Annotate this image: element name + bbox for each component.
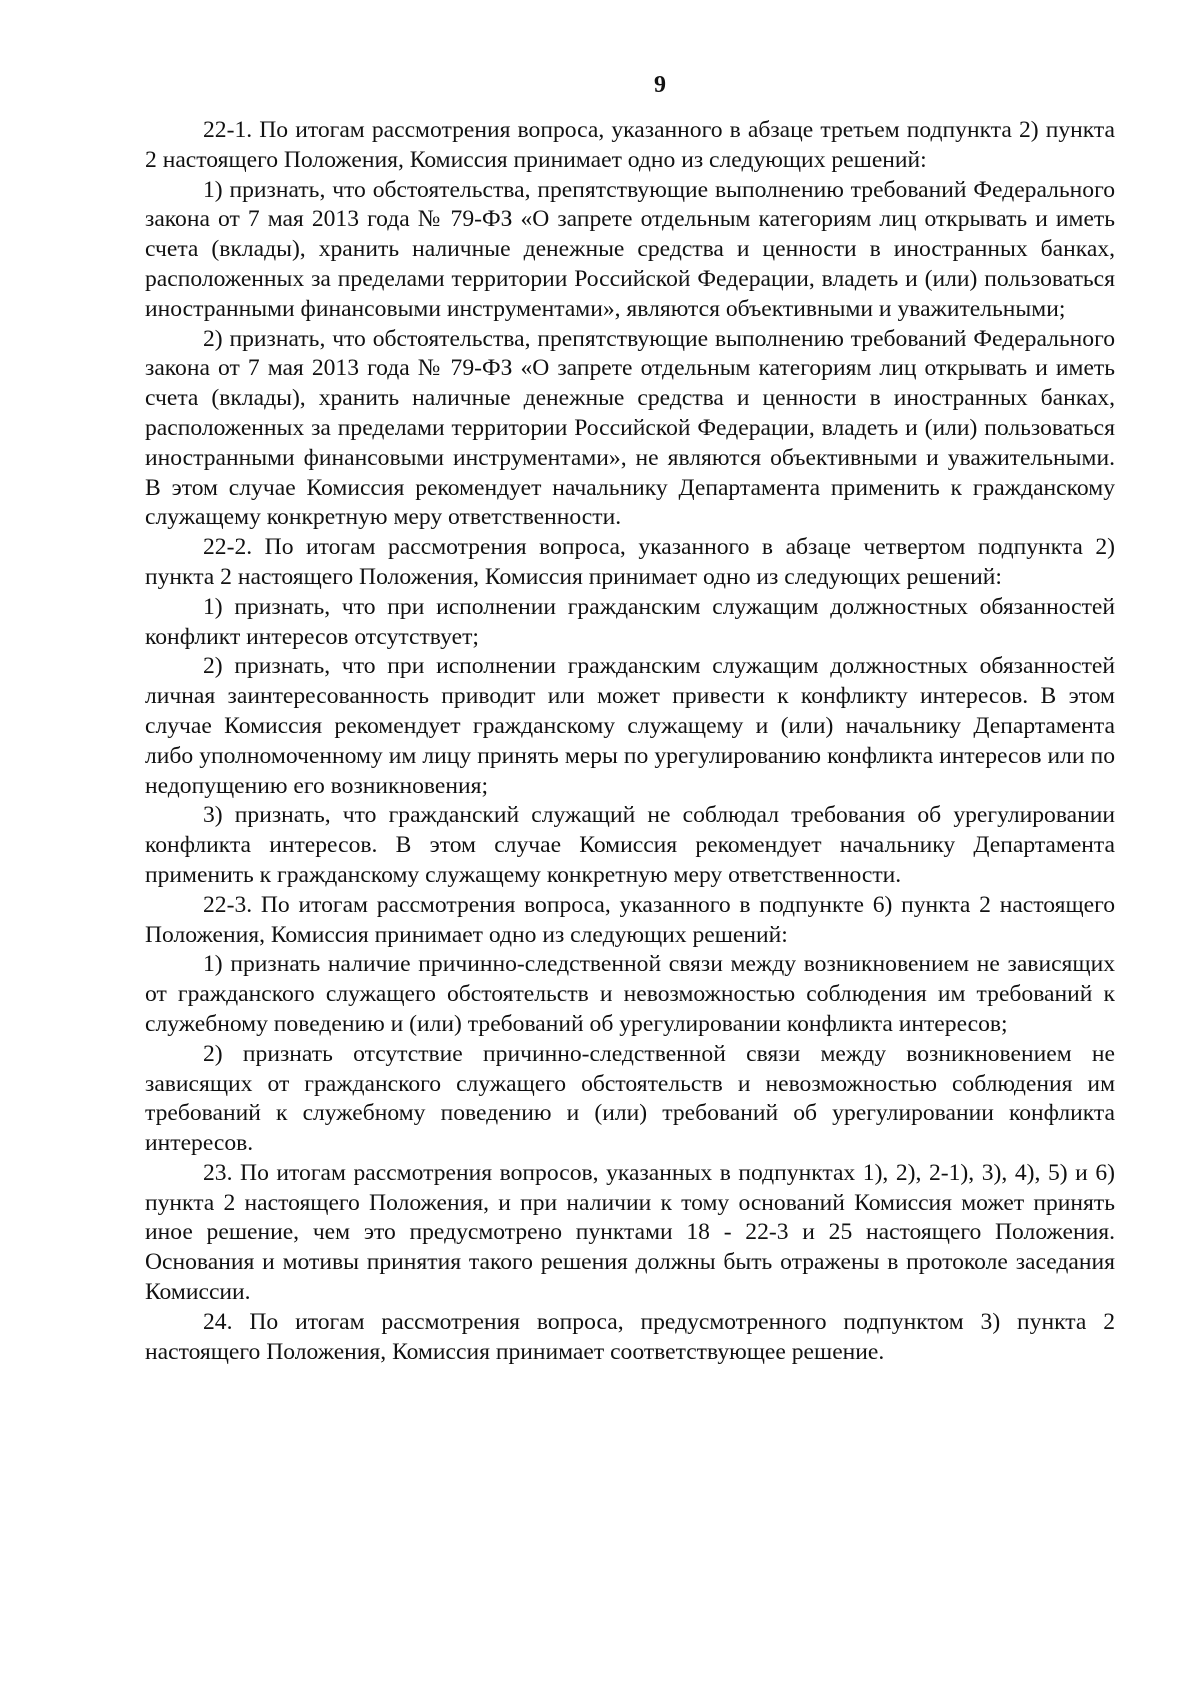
paragraph-22-3-item-2: 2) признать отсутствие причинно-следственной связи между возникновением не зависящих от гражданского служащего обстоятельств и невозможностью соблюдения им требований к служебному поведению и (или) требований об урегулировании конфликта интересов. [145, 1040, 1115, 1157]
paragraph-22-1: 22-1. По итогам рассмотрения вопроса, указанного в абзаце третьем подпункта 2) пункта 2 настоящего Положения, Комиссия принимает одно из следующих решений: [145, 117, 1115, 173]
paragraph-22-3: 22-3. По итогам рассмотрения вопроса, указанного в подпункте 6) пункта 2 настоящего Положения, Комиссия принимает одно из следующих решений: [145, 891, 1115, 948]
paragraph-24: 24. По итогам рассмотрения вопроса, предусмотренного подпунктом 3) пункта 2 настоящего Положения, Комиссия принимает соответствующее решение. [145, 1308, 1115, 1365]
paragraph-22-2-item-1: 1) признать, что при исполнении гражданским служащим должностных обязанностей конфликт интересов отсутствует; [145, 593, 1115, 650]
paragraph-23: 23. По итогам рассмотрения вопросов, указанных в подпунктах 1), 2), 2-1), 3), 4), 5) и 6) пункта 2 настоящего Положения, и при наличии к тому оснований Комиссия может принять иное решение, чем это предусмотрено пунктами 18 - 22-3 и 25 настоящего Положения. Основания и мотивы принятия такого решения должны быть отражены в протоколе заседания Комиссии. [145, 1159, 1115, 1306]
document-page [145, 70, 1115, 1367]
paragraph-22-3-item-1: 1) признать наличие причинно-следственной связи между возникновением не зависящих от гражданского служащего обстоятельств и невозможностью соблюдения им требований к служебному поведению и (или) требований об урегулировании конфликта интересов; [145, 951, 1115, 1037]
paragraph-22-2-item-3: 3) признать, что гражданский служащий не соблюдал требования об урегулировании конфликта интересов. В этом случае Комиссия рекомендует начальнику Департамента применить к гражданскому служащему конкретную меру ответственности. [145, 802, 1115, 888]
paragraph-22-1-item-2: 2) признать, что обстоятельства, препятствующие выполнению требований Федерального закона от 7 мая 2013 года № 79-ФЗ «О запрете отдельным категориям лиц открывать и иметь счета (вклады), хранить наличные денежные средства и ценности в иностранных банках, расположенных за пределами территории Российской Федерации, владеть и (или) пользоваться иностранными финансовыми инструментами», не являются объективными и уважительными. В этом случае Комиссия рекомендует начальнику Департамента применить к гражданскому служащему конкретную меру ответственности. [145, 325, 1115, 531]
paragraph-22-1-item-1: 1) признать, что обстоятельства, препятствующие выполнению требований Федерального закона от 7 мая 2013 года № 79-ФЗ «О запрете отдельным категориям лиц открывать и иметь счета (вклады), хранить наличные денежные средства и ценности в иностранных банках, расположенных за пределами территории Российской Федерации, владеть и (или) пользоваться иностранными финансовыми инструментами», являются объективными и уважительными; [145, 176, 1115, 322]
paragraph-22-2: 22-2. По итогам рассмотрения вопроса, указанного в абзаце четвертом подпункта 2) пункта 2 настоящего Положения, Комиссия принимает одно из следующих решений: [145, 534, 1115, 590]
paragraph-22-2-item-2: 2) признать, что при исполнении гражданским служащим должностных обязанностей личная заинтересованность приводит или может привести к конфликту интересов. В этом случае Комиссия рекомендует гражданскому служащему и (или) начальнику Департамента либо уполномоченному им лицу принять меры по урегулированию конфликта интересов или по недопущению его возникновения; [145, 653, 1115, 799]
page-number: 9 [654, 72, 666, 98]
